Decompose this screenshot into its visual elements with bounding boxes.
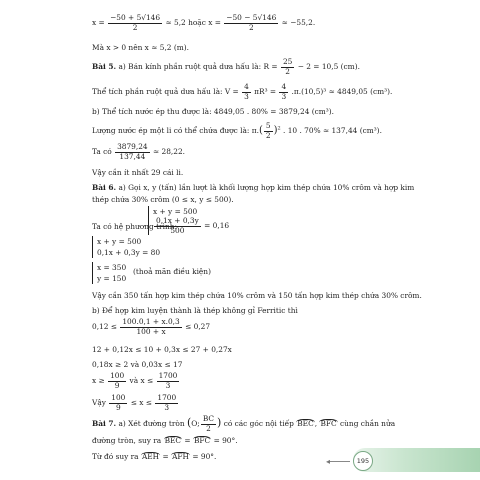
conclusion-line-2: Vậy cần 350 tấn hợp kim thép chứa 10% crôm và 150 tấn hợp kim thép chứa 30% crôm. <box>92 291 422 300</box>
text: ≈ 5,2 hoặc x = <box>165 18 221 27</box>
page-number: 195 <box>353 451 373 471</box>
equation-row: x + y = 500 <box>153 207 198 216</box>
exercise-label: Bài 5. <box>92 62 117 71</box>
text: Lượng nước ép một li có thể chứa được là: π. <box>92 126 259 135</box>
text: = 90°. <box>213 436 238 445</box>
numerator: 0,1x + 0,3y <box>156 216 199 225</box>
paren-close: ) <box>217 416 222 429</box>
exercise-label: Bài 6. <box>92 183 117 192</box>
exercise-label: Bài 7. <box>92 419 117 428</box>
denominator: 9 <box>114 380 120 390</box>
paren-open: ( <box>258 125 263 136</box>
angle: BEC <box>297 419 314 428</box>
numerator: BC <box>202 414 215 423</box>
text: O; <box>191 419 200 428</box>
text: Từ đó suy ra <box>92 452 139 461</box>
numerator: 1700 <box>157 393 177 402</box>
equation-row: 0,1x + 0,3y = 80 <box>97 248 161 257</box>
paren-close: ) <box>273 125 278 136</box>
denominator: 9 <box>115 402 121 412</box>
text: ≈ 28,22. <box>152 147 186 156</box>
denominator: 3 <box>281 91 287 101</box>
text: a) Xét đường tròn <box>118 419 185 428</box>
text: có các góc nội tiếp <box>223 419 294 428</box>
denominator: 2 <box>285 66 290 76</box>
fraction <box>264 122 273 140</box>
condition-note: (thoả mãn điều kiện) <box>133 267 211 276</box>
paren-open: ( <box>186 416 192 429</box>
fraction <box>154 217 201 235</box>
footer-rule <box>330 461 350 462</box>
exercise-6-line <box>92 183 414 193</box>
text: a) Bán kính phần ruột quả dưa hấu là: R = <box>118 62 278 71</box>
denominator: 500 <box>170 225 185 235</box>
angle: BFC <box>193 436 211 445</box>
denominator: 100 + x <box>136 326 166 336</box>
text: .π.(10,5)³ ≈ 4849,05 (cm³). <box>291 87 393 96</box>
numerator: 4 <box>281 82 287 91</box>
denominator: 2 <box>265 130 271 140</box>
fraction <box>281 58 294 76</box>
inequality-2: 12 + 0,12x ≤ 10 + 0,3x ≤ 27 + 0,27x <box>92 345 232 354</box>
text: . 10 . 70% ≈ 137,44 (cm³). <box>283 126 382 135</box>
text: ≈ −55,2. <box>281 18 316 27</box>
text: Ta có <box>92 147 112 156</box>
numerator: 3879,24 <box>117 142 148 151</box>
text: cùng chắn nửa <box>340 419 396 428</box>
text: đường tròn, suy ra <box>92 436 162 445</box>
fraction <box>279 83 288 101</box>
denominator: 2 <box>132 22 138 32</box>
equation-row: x + y = 500 <box>97 237 142 246</box>
denominator: 2 <box>248 22 254 32</box>
denominator: 137,44 <box>119 151 146 161</box>
fraction <box>115 143 150 161</box>
equation-system-2 <box>92 236 160 258</box>
text: = <box>162 452 169 461</box>
angle: BFC <box>320 419 337 428</box>
numerator: 4 <box>244 82 249 91</box>
denominator: 3 <box>244 91 249 101</box>
text: x ≥ <box>92 376 105 385</box>
ratio-line <box>92 143 185 161</box>
inequality-4 <box>92 372 180 390</box>
text: và x ≤ <box>129 376 154 385</box>
exercise-7-line-3 <box>92 452 216 462</box>
conclusion-line: Vậy cần ít nhất 29 cái li. <box>92 168 184 177</box>
solution-line-2: Mà x > 0 nên x ≈ 5,2 (m). <box>92 43 189 52</box>
text: 0,12 ≤ <box>92 322 117 331</box>
equation-row <box>153 217 229 235</box>
cup-volume-line <box>92 122 382 140</box>
inequality-5 <box>92 394 179 412</box>
text: = 90°. <box>192 452 217 461</box>
fraction <box>108 372 126 390</box>
numerator: 25 <box>282 57 293 66</box>
text: , <box>314 419 318 428</box>
equation-row <box>97 273 126 284</box>
solution-line-1 <box>92 14 315 32</box>
inequality-1 <box>92 318 210 336</box>
equation-system-1 <box>148 206 229 235</box>
equation-system-3 <box>92 262 126 284</box>
arrow-left-icon: ◂ <box>326 457 331 466</box>
fraction <box>120 318 181 336</box>
text: a) Gọi x, y (tấn) lần lượt là khối lượng hợp kim thép chứa 10% crôm và hợp kim <box>118 183 415 192</box>
text: − 2 = 10,5 (cm). <box>297 62 360 71</box>
fraction <box>224 14 278 32</box>
exercise-7-line <box>92 415 395 433</box>
angle: BEC <box>164 436 182 445</box>
exercise-7-line-2 <box>92 436 238 446</box>
denominator: 3 <box>165 380 171 390</box>
inequality-3: 0,18x ≥ 2 và 0,03x ≤ 17 <box>92 360 183 369</box>
text: Vậy <box>92 398 106 407</box>
system-intro: Ta có hệ phương trình: <box>92 222 177 231</box>
equation-row: x = 350 <box>97 263 127 272</box>
denominator: 3 <box>164 402 170 412</box>
exponent: 2 <box>277 125 281 132</box>
numerator: 100.0,1 + x.0,3 <box>122 317 180 326</box>
numerator: 100 <box>110 371 125 380</box>
fraction <box>157 372 180 390</box>
juice-volume-line: b) Thể tích nước ép thu được là: 4849,05 . 80% = 3879,24 (cm³). <box>92 107 334 116</box>
fraction <box>109 394 127 412</box>
text: = 0,16 <box>204 221 230 230</box>
text: πR³ = <box>254 87 277 96</box>
text: Thể tích phần ruột quả dưa hấu là: V = <box>92 87 239 96</box>
exercise-5-line <box>92 58 360 76</box>
fraction <box>242 83 251 101</box>
numerator: 5 <box>265 121 271 130</box>
exercise-6-line-2: thép chứa 30% crôm (0 ≤ x, y ≤ 500). <box>92 195 234 204</box>
volume-line <box>92 83 392 101</box>
numerator: 100 <box>111 393 126 402</box>
text: = <box>184 436 191 445</box>
angle: AFH <box>172 452 189 461</box>
fraction <box>155 394 178 412</box>
fraction <box>201 415 216 433</box>
fraction <box>108 14 162 32</box>
text: y = 150 <box>97 274 127 283</box>
angle: AEH <box>141 452 160 461</box>
numerator: −50 + 5√146 <box>110 13 161 22</box>
exercise-6b-line: b) Để hợp kim luyện thành là thép không gỉ Ferritic thì <box>92 306 298 315</box>
text: ≤ 0,27 <box>185 322 211 331</box>
text: ≤ x ≤ <box>130 398 153 407</box>
numerator: −50 − 5√146 <box>226 13 277 22</box>
denominator: 2 <box>206 423 211 433</box>
numerator: 1700 <box>158 371 178 380</box>
text: x = <box>92 18 105 27</box>
